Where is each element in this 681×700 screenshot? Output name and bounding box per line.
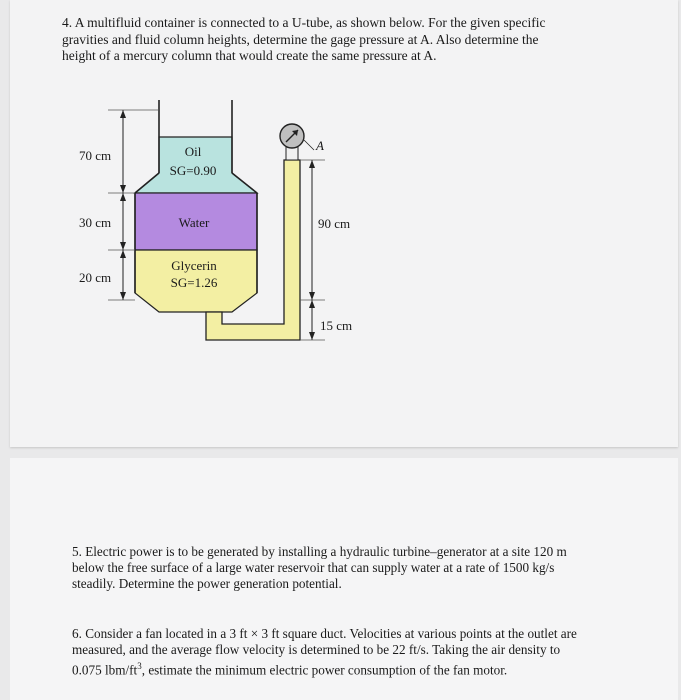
problem-6-text <box>72 626 592 678</box>
dim-90-label: 90 cm <box>318 216 351 231</box>
problem-4-text: 4. A multifluid container is connected to a U-tube, as shown below. For the given specific gravities and fluid column heights, determine the gage pressure at A. Also determine the height of a mercury column that would create the same pressure at A. <box>62 15 546 63</box>
dim-70-label: 70 cm <box>79 148 112 163</box>
dim-15-label: 15 cm <box>320 318 353 333</box>
dim-20-label: 20 cm <box>79 270 112 285</box>
oil-sg-label: SG=0.90 <box>169 163 217 178</box>
problem-6-text-before: 6. Consider a fan located in a 3 ft × 3 ft square duct. Velocities at various points at the outlet are measured, and the average flow velocity is determined to be 22 ft/s. Taking the air density to 0.075 lbm/ft <box>72 626 577 678</box>
problem-6-superscript: 3 <box>137 661 142 671</box>
water-label: Water <box>178 215 210 230</box>
oil-label: Oil <box>184 144 202 159</box>
dim-30-label: 30 cm <box>79 215 112 230</box>
glycerin-label: Glycerin <box>171 258 217 273</box>
problem-6-text-after: , estimate the minimum electric power consumption of the fan motor. <box>141 662 508 678</box>
point-a-label: A <box>316 138 324 153</box>
glycerin-sg-label: SG=1.26 <box>170 275 218 290</box>
problem-5-text: 5. Electric power is to be generated by installing a hydraulic turbine–generator at a site 120 m below the free surface of a large water reservoir that can supply water at a rate of 1500 kg/s steadily. Determine the power generation potential. <box>72 544 567 591</box>
